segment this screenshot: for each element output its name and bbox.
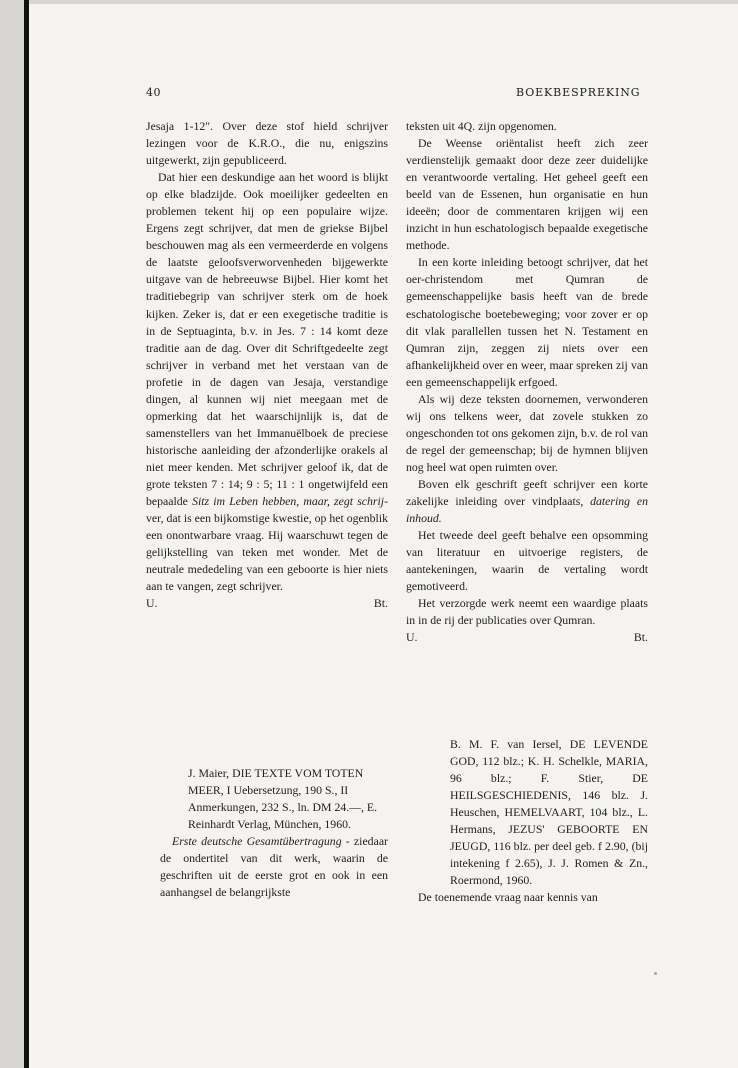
italic-phrase: Sitz im Leben hebben, maar, zegt schrij- bbox=[192, 494, 389, 509]
paragraph: Boven elk geschrift geeft schrijver een korte zakelijke inleiding over vindplaats, datering en inhoud. bbox=[406, 476, 648, 526]
paragraph: De Weense oriëntalist heeft zich zeer verdienstelijk gemaakt door deze zeer duidelijke en verantwoorde vertaling. Het geheel geeft een beeld van de Essenen, hun organisatie en hun ideeën; door de commentaren krijgen wij een inzicht in hun eschatologisch bepaalde exegetische methode. bbox=[406, 136, 648, 253]
paragraph: De toenemende vraag naar kennis van bbox=[418, 890, 598, 905]
paragraph: Het verzorgde werk neemt een waardige plaats in in de rij der publicaties over Qumran. bbox=[406, 596, 648, 628]
paragraph: Als wij deze teksten doornemen, verwonderen wij ons telkens weer, dat zovele stukken zo ongeschonden tot ons gekomen zijn, b.v. de rol van de regel der gemeenschap; bij de hymnen blijven nog heel wat open ruimten over. bbox=[406, 391, 649, 474]
signature: U. Bt. bbox=[406, 630, 648, 645]
paragraph: Erste deutsche Gesamtübertragung - ziedaar de ondertitel van dit werk, waarin de geschriften uit de eerste grot en ook in een aanhangsel de belangrijkste bbox=[160, 834, 388, 900]
bibliographic-entry: J. Maier, DIE TEXTE VOM TOTEN MEER, I Uebersetzung, 190 S., II Anmerkungen, 232 S., ln. DM 24.—, E. Reinhardt Verlag, München, 1960. bbox=[188, 766, 378, 832]
paragraph: Dat hier een deskundige aan het woord is blijkt op elke bladzijde. Ook moeilijker gedeelten en problemen tekent hij op een populaire wijze. Ergens zegt schrijver, dat men de griekse Bijbel beschouwen mag als een vermeerderde en volgens de laatste geloofsverworvenheden bijgewerkte uitgave van de hebreeuwse Bijbel. Hier komt het traditiebegrip van schrijver sterk om de hoek kijken. Zeker is, dat er een exegetische traditie is in de Septuaginta, b.v. in Jes. 7 : 14 komt deze traditie aan de dag. Over dit Schriftgedeelte zegt schrijver in verband met het verstaan van de profetie in de dagen van Jesaja, verstandige dingen, al kunnen wij niet meegaan met de opmerking dat het waarschijnlijk is, dat de samenstellers van het Immanuëlboek de preciese historische aanleiding der afzonderlijke orakels al niet meer kenden. Met schrijver geloof ik, dat de grote teksten 7 : 14; 9 : 5; 11 : 1 ongetwijfeld een bepaalde Sitz im Leben hebben, maar, zegt schrij-ver, dat is een bijkomstige kwestie, op het ogenblik een onontwarbare vraag. Hij waarschuwt tegen de gelijkstelling van teken met wonder. Met de neutrale mededeling van een geboorte is hier niets aan te vangen, zegt schrijver. bbox=[146, 170, 389, 594]
paragraph: Het tweede deel geeft behalve een opsomming van literatuur en uitvoerige registers, de aantekeningen, waarin de vertaling wordt gemotiveerd. bbox=[406, 528, 648, 594]
italic-phrase: datering en inhoud. bbox=[406, 494, 648, 526]
review-romen-series bbox=[406, 736, 648, 906]
signature: U. Bt. bbox=[146, 596, 388, 611]
page-number: 40 bbox=[146, 86, 161, 99]
paragraph: Jesaja 1-12". Over deze stof hield schrijver lezingen voor de K.R.O., die nu, enigszins uitgewerkt, zijn gepubliceerd. bbox=[146, 119, 388, 168]
left-column bbox=[146, 118, 388, 612]
paragraph: teksten uit 4Q. zijn opgenomen. bbox=[406, 119, 557, 133]
italic-subtitle: Erste deutsche Gesamtübertragung bbox=[172, 834, 342, 849]
paragraph: In een korte inleiding betoogt schrijver, dat het oer-christendom met Qumran de gemeenschappelijke basis heeft van de brede eschatologische boetebeweging; voor zover er op dit vlak parallellen tussen het N. Testament en Qumran zijn, zeggen zij niets over een afhankelijkheid over en weer, maar spreken zij van een gemeenschappelijk erfgoed. bbox=[406, 255, 648, 389]
scan-edge bbox=[24, 0, 29, 1068]
bibliographic-entry: B. M. F. van Iersel, DE LEVENDE GOD, 112 blz.; K. H. Schelkle, MARIA, 96 blz.; F. Stier, DE HEILSGESCHIEDENIS, 146 blz. J. Heuschen, HEMELVAART, 104 blz., L. Hermans, JEZUS' GEBOORTE EN JEUGD, 116 blz. per deel geb. f 2.90, (bij intekening f 2.65), J. J. Romen & Zn., Roermond, 1960. bbox=[450, 737, 648, 888]
review-maier bbox=[160, 765, 388, 901]
right-column bbox=[406, 118, 648, 646]
running-title: BOEKBESPREKING bbox=[516, 86, 641, 99]
scan-speck bbox=[654, 972, 657, 975]
